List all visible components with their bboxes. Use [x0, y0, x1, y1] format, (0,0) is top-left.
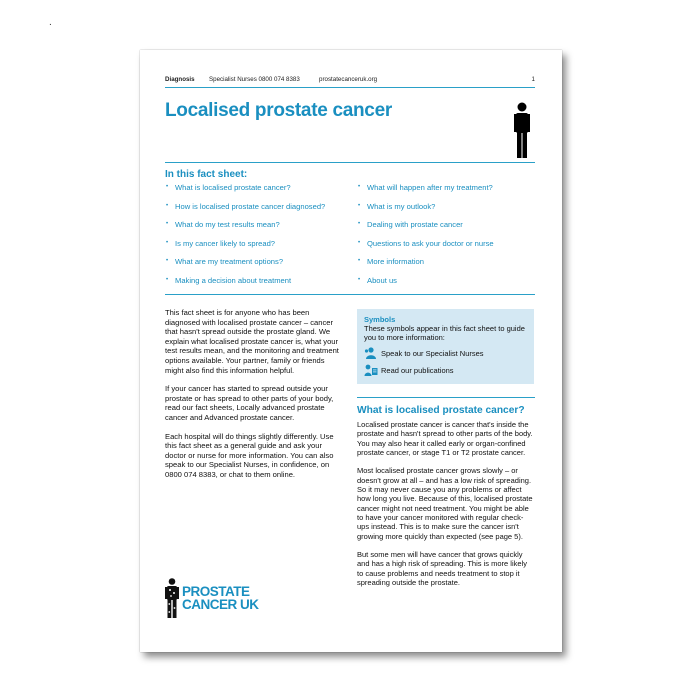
stray-dot: . [49, 17, 52, 28]
bullet-icon: • [358, 184, 361, 190]
bullet-icon: • [166, 239, 169, 246]
bullet-icon: • [358, 276, 361, 283]
intro-paragraph: This fact sheet is for anyone who has been diagnosed with localised prostate cancer – cancer that hasn't spread outside the prostate gland. We explain what localised prostate cancer is, what your test results mean, and the monitoring and treatment options available. Your partner, family or friends might also find this information helpful. [165, 308, 339, 375]
intro-paragraph: If your cancer has started to spread outside your prostate or has spread to other parts of your body, read our fact sheets, Locally advanced prostate cancer and Advanced prostate cancer. [165, 384, 334, 422]
symbols-box [357, 309, 534, 384]
contents-link[interactable]: • What will happen after my treatment? [358, 183, 494, 202]
side-divider [357, 397, 535, 398]
side-paragraph: Most localised prostate cancer grows slowly – or doesn't grow at all – and has a low risk of spreading. So it may never cause you any problems or affect how long you live. Because of this, localised prostate cancer might not need treatment. You might be able to have your cancer monitored with regular check-ups instead. This is to make sure the cancer isn't growing more quickly than expected (see page 5). [357, 466, 533, 541]
intro-paragraph: Each hospital will do things slightly differently. Use this fact sheet as a general guide and ask your doctor or nurse for more information. You can also speak to our Specialist Nurses, in confidence, on 0800 074 8383, or chat to them online. [165, 431, 334, 479]
publications-icon [364, 364, 378, 376]
logo-line-2: CANCER UK [182, 597, 259, 612]
side-paragraph: But some men will have cancer that grows quickly and has a high risk of spreading. This is more likely to cause problems and needs treatment to stop it spreading outside the prostate. [357, 550, 527, 588]
contents-link[interactable]: • Making a decision about treatment [166, 276, 325, 295]
page-header [165, 76, 535, 83]
contents-divider [165, 162, 535, 163]
symbol-publications-label: Read our publications [381, 365, 454, 375]
nurse-icon [364, 347, 378, 359]
bullet-icon: • [358, 239, 361, 246]
bullet-icon: • [358, 202, 361, 209]
prostate-cancer-uk-logo [165, 578, 259, 618]
contents-list-left [166, 183, 325, 295]
bullet-icon: • [166, 184, 169, 190]
contents-link[interactable]: • What are my treatment options? [166, 257, 325, 276]
contents-link[interactable]: • Is my cancer likely to spread? [166, 239, 325, 258]
header-website: prostatecanceruk.org [319, 76, 378, 83]
intro-text [165, 308, 343, 489]
symbol-publications [364, 364, 527, 376]
bullet-icon: • [166, 221, 169, 228]
bullet-icon: • [166, 258, 169, 265]
bullet-icon: • [358, 258, 361, 265]
contents-list-right [358, 183, 494, 295]
fact-sheet-page [140, 50, 562, 652]
man-silhouette-icon [514, 102, 530, 158]
contents-link[interactable]: • Dealing with prostate cancer [358, 220, 494, 239]
contents-link[interactable]: • More information [358, 257, 494, 276]
logo-line-1: PROSTATE [182, 584, 250, 599]
side-section-title: What is localised prostate cancer? [357, 405, 525, 416]
contents-link[interactable]: • What is localised prostate cancer? [166, 183, 325, 202]
side-section-body [357, 420, 535, 597]
symbols-description: These symbols appear in this fact sheet to guide you to more information: [364, 324, 525, 342]
header-page-number: 1 [531, 76, 535, 83]
body-divider [165, 294, 535, 295]
contents-link[interactable]: • About us [358, 276, 494, 295]
contents-link[interactable]: • Questions to ask your doctor or nurse [358, 239, 494, 258]
symbols-title: Symbols [364, 315, 396, 324]
contents-link[interactable]: • How is localised prostate cancer diagnosed? [166, 202, 325, 221]
header-divider [165, 87, 535, 88]
bullet-icon: • [166, 276, 169, 283]
side-paragraph: Localised prostate cancer is cancer that's inside the prostate and hasn't spread to other parts of the body. You may also hear it called early or organ-confined prostate cancer, or stage T1 or T2 prostate cancer. [357, 420, 533, 457]
symbol-nurses [364, 347, 527, 359]
contents-link[interactable]: • What do my test results mean? [166, 220, 325, 239]
contents-title: In this fact sheet: [165, 169, 248, 180]
symbol-nurses-label: Speak to our Specialist Nurses [381, 348, 484, 358]
contents-link[interactable]: • What is my outlook? [358, 202, 494, 221]
bullet-icon: • [358, 221, 361, 228]
page-title: Localised prostate cancer [165, 100, 392, 121]
header-section: Diagnosis [165, 76, 195, 83]
logo-man-icon [165, 578, 179, 618]
bullet-icon: • [166, 202, 169, 209]
logo-text [182, 585, 259, 611]
header-nurses-phone: Specialist Nurses 0800 074 8383 [209, 76, 300, 83]
